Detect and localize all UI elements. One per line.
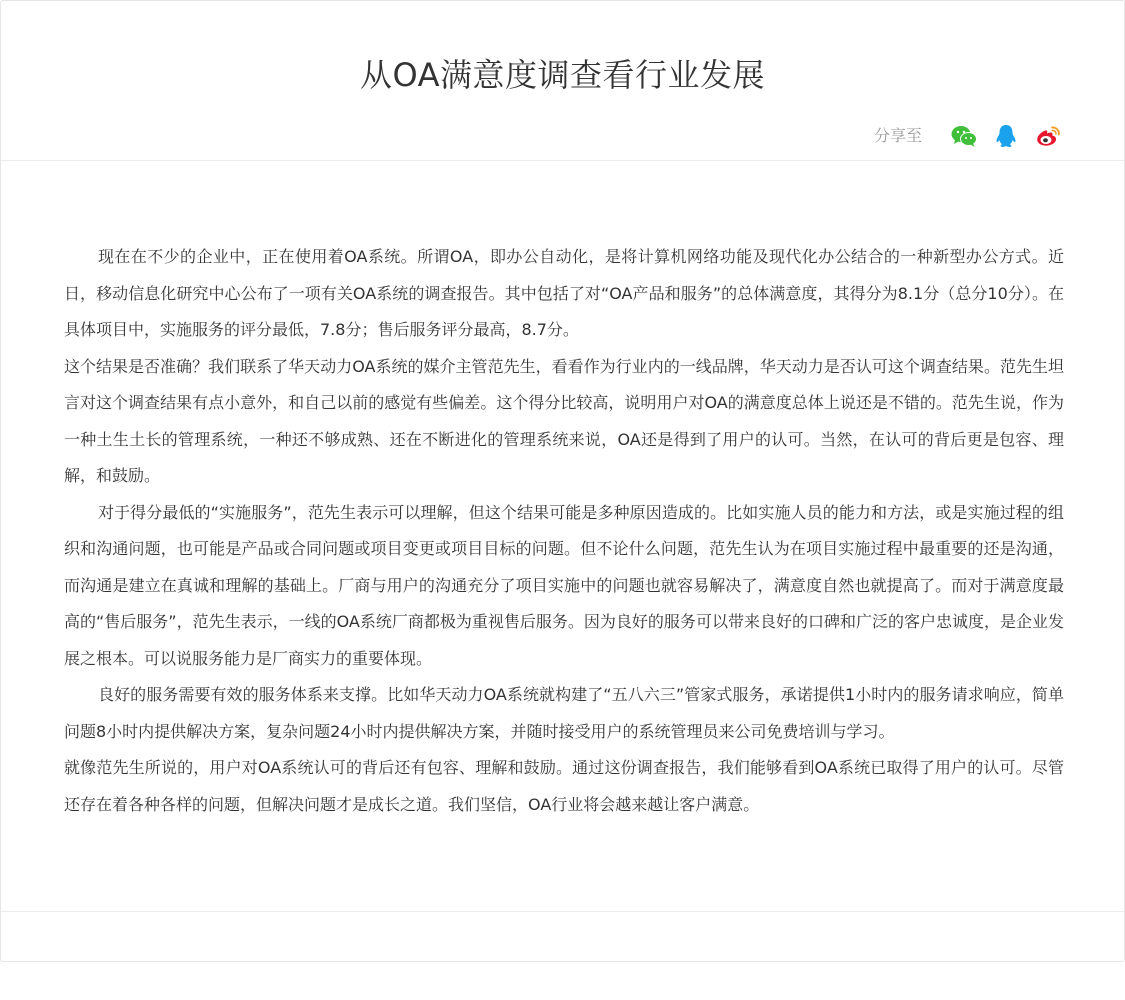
wechat-icon[interactable] [950,122,978,150]
share-bar [874,122,1062,150]
weibo-icon[interactable] [1034,122,1062,150]
paragraph: 对于得分最低的“实施服务”，范先生表示可以理解，但这个结果可能是多种原因造成的。比如实施人员的能力和方法，或是实施过程的组织和沟通问题，也可能是产品或合同问题或项目变更或项目目标的问题。但不论什么问题，范先生认为在项目实施过程中最重要的还是沟通，而沟通是建立在真诚和理解的基础上。厂商与用户的沟通充分了项目实施中的问题也就容易解决了，满意度自然也就提高了。而对于满意度最高的“售后服务”，范先生表示，一线的OA系统厂商都极为重视售后服务。因为良好的服务可以带来良好的口碑和广泛的客户忠诚度，是企业发展之根本。可以说服务能力是厂商实力的重要体现。 [64,502,1064,668]
share-label: 分享至 [873,126,922,145]
paragraph: 这个结果是否准确？我们联系了华天动力OA系统的媒介主管范先生，看看作为行业内的一线品牌，华天动力是否认可这个调查结果。范先生坦言对这个调查结果有点小意外，和自己以前的感觉有些偏差。这个得分比较高，说明用户对OA的满意度总体上说还是不错的。范先生说，作为一种土生土长的管理系统，一种还不够成熟、还在不断进化的管理系统来说，OA还是得到了用户的认可。当然，在认可的背后更是包容、理解，和鼓励。 [64,356,1064,485]
article-body [64,239,1064,823]
paragraph: 良好的服务需要有效的服务体系来支撑。比如华天动力OA系统就构建了“五八六三”管家式服务，承诺提供1小时内的服务请求响应，简单问题8小时内提供解决方案，复杂问题24小时内提供解决方案，并随时接受用户的系统管理员来公司免费培训与学习。 [64,685,1064,741]
paragraph: 现在在不少的企业中，正在使用着OA系统。所谓OA，即办公自动化，是将计算机网络功能及现代化办公结合的一种新型办公方式。近日，移动信息化研究中心公布了一项有关OA系统的调查报告。其中包括了对“OA产品和服务”的总体满意度，其得分为8.1分（总分10分）。在具体项目中，实施服务的评分最低，7.8分；售后服务评分最高，8.7分。 [64,247,1064,339]
qq-icon[interactable] [992,122,1020,150]
article-title: 从OA满意度调查看行业发展 [359,56,766,94]
paragraph: 就像范先生所说的，用户对OA系统认可的背后还有包容、理解和鼓励。通过这份调查报告，我们能够看到OA系统已取得了用户的认可。尽管还存在着各种各样的问题，但解决问题才是成长之道。我们坚信，OA行业将会越来越让客户满意。 [64,758,1064,814]
article-header [1,1,1124,161]
article-footer [1,911,1124,962]
